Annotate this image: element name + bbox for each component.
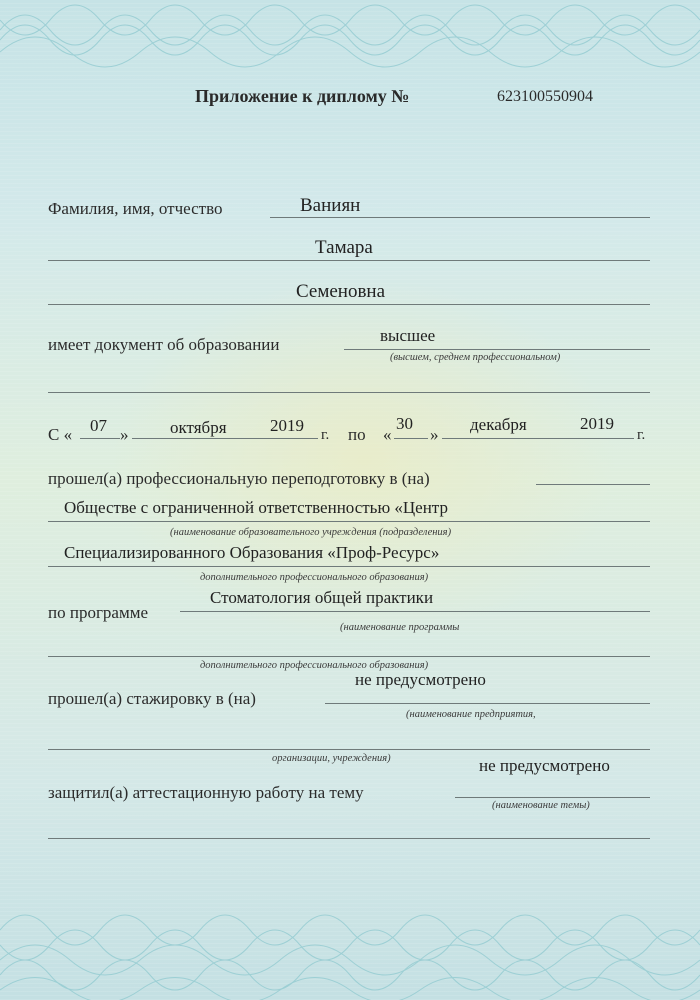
underline	[180, 611, 650, 612]
period-from-month: октября	[170, 418, 227, 437]
underline	[48, 656, 650, 657]
education-hint: (высшем, среднем профессиональном)	[390, 352, 561, 363]
patronymic-value: Семеновна	[296, 281, 386, 302]
underline	[344, 349, 650, 350]
period-to-word: по	[348, 425, 366, 444]
diploma-number: 623100550904	[497, 88, 593, 105]
underline	[578, 438, 634, 439]
underline	[132, 438, 268, 439]
program-hint1: (наименование программы	[340, 622, 460, 633]
period-from-quote-close: »	[120, 425, 129, 444]
underline	[48, 838, 650, 839]
first-name-value: Тамара	[315, 237, 373, 258]
guilloche-bottom-border	[0, 890, 700, 1000]
underline	[48, 521, 650, 522]
underline	[536, 484, 650, 485]
underline	[268, 438, 318, 439]
document-title: Приложение к диплому №	[195, 86, 410, 106]
underline	[394, 438, 428, 439]
period-from-day: 07	[90, 416, 107, 435]
underline	[48, 260, 650, 261]
program-hint2: дополнительного профессионального образования)	[200, 660, 429, 671]
underline	[48, 749, 650, 750]
underline	[455, 797, 650, 798]
internship-hint1: (наименование предприятия,	[406, 709, 536, 720]
period-to-quote-close: »	[430, 425, 439, 444]
period-to-day: 30	[396, 414, 413, 433]
period-from-prefix: С «	[48, 425, 73, 444]
underline	[80, 438, 120, 439]
retraining-hint2: дополнительного профессионального образования)	[200, 572, 429, 583]
period-to-year: 2019	[580, 414, 614, 433]
education-label: имеет документ об образовании	[48, 335, 280, 354]
period-to-quote-open: «	[383, 425, 392, 444]
underline	[48, 566, 650, 567]
underline	[270, 217, 650, 218]
education-value: высшее	[380, 326, 436, 345]
thesis-value: не предусмотрено	[479, 756, 610, 775]
underline	[325, 703, 650, 704]
internship-value: не предусмотрено	[355, 670, 486, 689]
guilloche-top-border	[0, 0, 700, 70]
retraining-hint1: (наименование образовательного учреждения (подразделения)	[170, 527, 452, 538]
underline	[442, 438, 578, 439]
internship-label: прошел(а) стажировку в (на)	[48, 689, 256, 708]
underline	[48, 392, 650, 393]
period-year-suffix: г.	[321, 427, 330, 443]
internship-hint2: организации, учреждения)	[272, 753, 391, 764]
period-to-month: декабря	[470, 415, 527, 434]
underline	[48, 304, 650, 305]
surname-value: Ваниян	[300, 195, 361, 216]
retraining-org-line2: Специализированного Образования «Проф-Ресурс»	[64, 543, 440, 562]
period-from-year: 2019	[270, 416, 304, 435]
thesis-hint: (наименование темы)	[492, 800, 590, 811]
program-value: Стоматология общей практики	[210, 588, 434, 607]
program-label: по программе	[48, 603, 149, 622]
retraining-org-line1: Обществе с ограниченной ответственностью «Центр	[64, 498, 448, 517]
thesis-label: защитил(а) аттестационную работу на тему	[48, 783, 364, 802]
full-name-label: Фамилия, имя, отчество	[48, 199, 223, 218]
retraining-label: прошел(а) профессиональную переподготовку в (на)	[48, 469, 430, 488]
period-year-suffix-2: г.	[637, 427, 646, 443]
